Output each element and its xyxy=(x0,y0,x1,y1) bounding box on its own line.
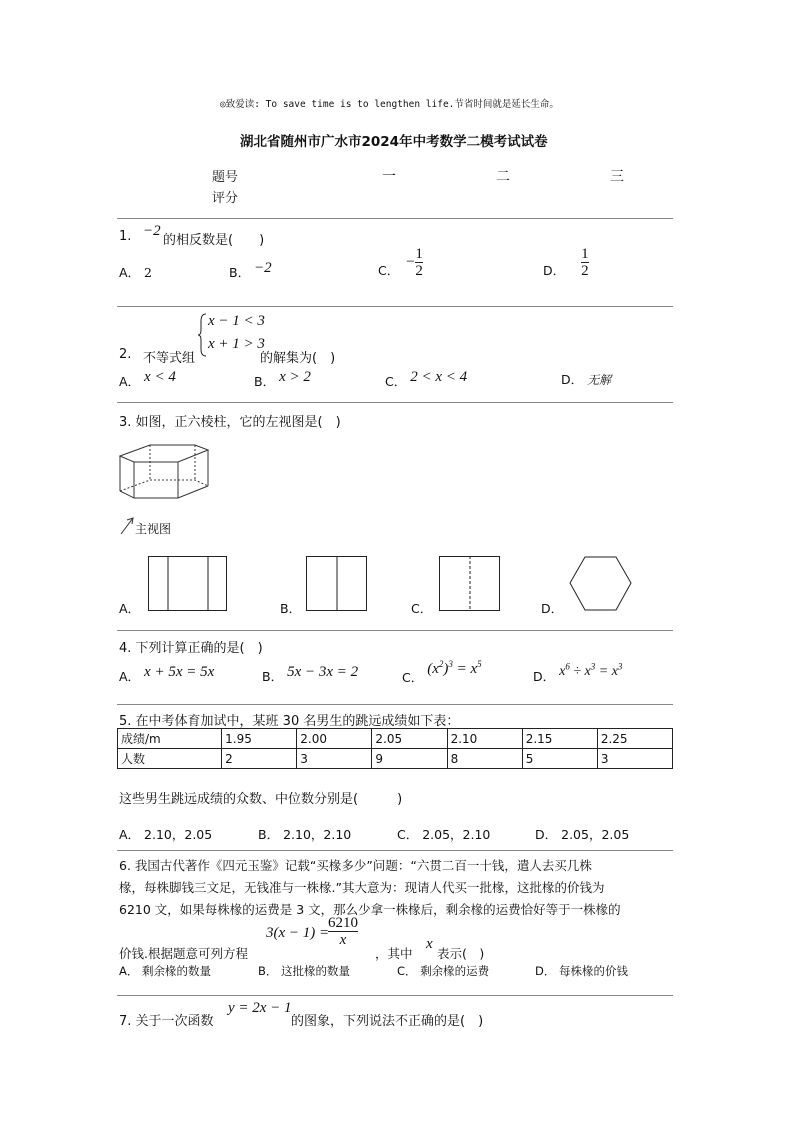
option-label: A． xyxy=(119,265,141,280)
divider xyxy=(117,306,673,307)
table-cell: 2.00 xyxy=(297,729,372,749)
table-cell: 2.10 xyxy=(447,729,522,749)
score-row-label-score: 评分 xyxy=(212,191,239,206)
score-col-3: 三 xyxy=(610,169,624,185)
fraction-denominator: 2 xyxy=(581,263,589,279)
math-expression: −2 xyxy=(143,223,161,239)
option-label: B． xyxy=(258,964,278,978)
fraction-denominator: 2 xyxy=(415,263,423,279)
divider xyxy=(117,704,673,705)
fraction-numerator: 1 xyxy=(415,246,423,262)
exponent: 3 xyxy=(448,659,453,669)
exponent: 3 xyxy=(590,661,596,672)
math-rhs: = x xyxy=(595,664,618,679)
table-header-row xyxy=(118,729,673,749)
option-label: D． xyxy=(535,964,556,978)
option-c[interactable] xyxy=(397,963,489,979)
question-prompt: 这些男生跳远成绩的众数、中位数分别是( ) xyxy=(119,792,403,807)
option-value: 2 < x < 4 xyxy=(410,369,468,385)
divider xyxy=(117,218,673,219)
question-text: 5. 在中考体育加试中，某班 30 名男生的跳远成绩如下表： xyxy=(119,714,460,729)
score-col-1: 一 xyxy=(382,169,396,185)
table-row xyxy=(118,749,673,769)
option-label: C． xyxy=(397,827,419,842)
table-cell: 8 xyxy=(447,749,522,769)
question-text: 4. 下列计算正确的是( ) xyxy=(119,641,263,656)
option-value: 每株椽的价钱 xyxy=(559,964,629,978)
option-c[interactable] xyxy=(378,246,423,279)
question-text-line-2: 椽，每株脚钱三文足，无钱准与一株椽.”其大意为：现请人代买一批椽，这批椽的价钱为 xyxy=(119,880,605,895)
option-label: C． xyxy=(378,263,400,278)
question-text-line-4-post: 表示( ) xyxy=(437,946,485,961)
question-text-line-3: 6210 文，如果每株椽的运费是 3 文，那么少拿一株椽后，剩余椽的运费恰好等于一株椽的 xyxy=(119,902,621,917)
figure-caption: 主视图 xyxy=(135,522,172,536)
math-base: x xyxy=(559,664,566,679)
option-label: A． xyxy=(119,669,141,684)
option-label: D． xyxy=(533,669,556,684)
option-label: B． xyxy=(258,827,280,842)
option-value: 2.10，2.10 xyxy=(283,827,352,842)
fraction xyxy=(415,246,423,279)
option-label: C． xyxy=(402,670,424,685)
system-brace xyxy=(198,313,208,357)
table-cell: 2.15 xyxy=(522,729,597,749)
option-d[interactable] xyxy=(535,963,628,979)
question-text-post: 的图象，下列说法不正确的是( ) xyxy=(291,1014,484,1029)
option-label: A． xyxy=(119,964,139,978)
table-cell: 人数 xyxy=(118,749,222,769)
option-value: −2 xyxy=(254,260,272,276)
divider xyxy=(117,995,673,996)
option-value: x + 5x = 5x xyxy=(144,664,215,680)
option-label: D． xyxy=(561,372,584,387)
option-label: B． xyxy=(262,669,284,684)
table-cell: 2 xyxy=(222,749,297,769)
question-text: 3. 如图，正六棱柱，它的左视图是( ) xyxy=(119,415,341,430)
option-value: 剩余椽的运费 xyxy=(420,964,490,978)
divider xyxy=(117,850,673,851)
question-text-line-4-mid: ，其中 xyxy=(375,946,413,961)
system-line-2: x + 1 > 3 xyxy=(208,336,265,352)
option-label: D． xyxy=(543,263,566,278)
fraction-denominator: x xyxy=(339,932,347,948)
question-text-pre: 7. 关于一次函数 xyxy=(119,1014,214,1029)
math-rhs: = x xyxy=(452,661,478,677)
option-label: B． xyxy=(280,601,302,616)
question-text-line-4-pre: 价钱.根据题意可列方程 xyxy=(119,946,248,961)
option-value: 5x − 3x = 2 xyxy=(287,664,359,680)
option-b[interactable] xyxy=(258,963,350,979)
table-cell: 2.05 xyxy=(372,729,447,749)
option-value: x < 4 xyxy=(144,369,176,385)
exponent: 5 xyxy=(477,659,482,669)
question-text-pre: 不等式组 xyxy=(143,351,196,366)
math-mid: ÷ x xyxy=(569,664,591,679)
score-col-2: 二 xyxy=(496,169,510,185)
option-a[interactable] xyxy=(119,825,212,843)
question-text-post: 的解集为( ) xyxy=(260,351,336,366)
math-paren: ) xyxy=(443,661,449,677)
option-b[interactable] xyxy=(229,258,272,280)
option-label: C． xyxy=(385,374,407,389)
exponent: 3 xyxy=(617,661,623,672)
option-d[interactable] xyxy=(561,370,611,388)
option-c-view xyxy=(439,556,501,612)
exponent: 2 xyxy=(438,659,444,669)
option-value: x > 2 xyxy=(279,369,311,385)
option-a-view xyxy=(148,556,228,612)
option-label: A． xyxy=(119,601,141,616)
option-c[interactable] xyxy=(397,825,490,843)
score-row-label-number: 题号 xyxy=(212,170,239,185)
option-c[interactable] xyxy=(402,659,482,685)
option-label: A． xyxy=(119,827,141,842)
table-cell: 3 xyxy=(297,749,372,769)
equation-fraction xyxy=(328,915,358,948)
option-b[interactable] xyxy=(254,367,311,389)
option-value: 2.10，2.05 xyxy=(144,827,213,842)
option-value: 剩余椽的数量 xyxy=(142,964,212,978)
option-value: 2.05，2.05 xyxy=(561,827,630,842)
option-a[interactable] xyxy=(119,263,152,281)
option-b[interactable] xyxy=(262,662,359,684)
option-c[interactable] xyxy=(385,367,468,389)
score-table xyxy=(117,728,673,769)
option-value: 无解 xyxy=(587,373,612,387)
exponent: 6 xyxy=(565,661,570,672)
option-a[interactable] xyxy=(119,599,140,617)
option-d[interactable] xyxy=(533,661,623,684)
table-cell: 9 xyxy=(372,749,447,769)
table-cell: 2.25 xyxy=(597,729,672,749)
option-label: B． xyxy=(254,374,276,389)
option-c[interactable] xyxy=(411,599,432,617)
option-value: 2.05，2.10 xyxy=(422,827,491,842)
table-cell: 5 xyxy=(522,749,597,769)
option-label: B． xyxy=(229,265,251,280)
equation-lhs: 3(x − 1) = xyxy=(266,925,330,941)
option-value: 这批椽的数量 xyxy=(281,964,351,978)
option-a[interactable] xyxy=(119,662,215,684)
option-b-view xyxy=(306,556,368,612)
option-b[interactable] xyxy=(258,825,351,843)
system-line-1: x − 1 < 3 xyxy=(208,313,265,329)
option-d[interactable] xyxy=(541,599,563,617)
math-expression: y = 2x − 1 xyxy=(228,1000,292,1016)
question-text: 的相反数是( ) xyxy=(163,233,265,248)
fraction xyxy=(581,246,589,279)
option-label: C． xyxy=(411,601,433,616)
option-label: D． xyxy=(535,827,558,842)
option-d-view xyxy=(569,556,633,612)
fraction-numerator: 6210 xyxy=(328,915,358,931)
math-base: (x xyxy=(427,661,439,677)
option-a[interactable] xyxy=(119,367,176,389)
table-cell: 成绩/m xyxy=(118,729,222,749)
question-number: 2. xyxy=(119,347,132,362)
header-motto: ◎致爱读: To save time is to lengthen life.节省时间就是延长生命。 xyxy=(220,99,559,110)
table-cell: 1.95 xyxy=(222,729,297,749)
minus-sign: − xyxy=(405,254,416,270)
question-text-line-1: 6. 我国古代著作《四元玉鉴》记载“买椽多少”问题：“六贯二百一十钱，遣人去买几株 xyxy=(119,858,592,873)
variable-x: x xyxy=(426,936,433,952)
option-label: D． xyxy=(541,601,564,616)
option-label: C． xyxy=(397,964,417,978)
option-label: A． xyxy=(119,374,141,389)
option-d[interactable] xyxy=(535,825,629,843)
divider xyxy=(117,630,673,631)
fraction-numerator: 1 xyxy=(581,246,589,262)
option-value: 2 xyxy=(144,265,152,280)
question-number: 1. xyxy=(119,229,132,244)
divider xyxy=(117,402,673,403)
page-title: 湖北省随州市广水市2024年中考数学二模考试试卷 xyxy=(240,134,548,150)
table-cell: 3 xyxy=(597,749,672,769)
option-b[interactable] xyxy=(280,599,301,617)
option-a[interactable] xyxy=(119,963,211,979)
option-d[interactable] xyxy=(543,246,589,279)
